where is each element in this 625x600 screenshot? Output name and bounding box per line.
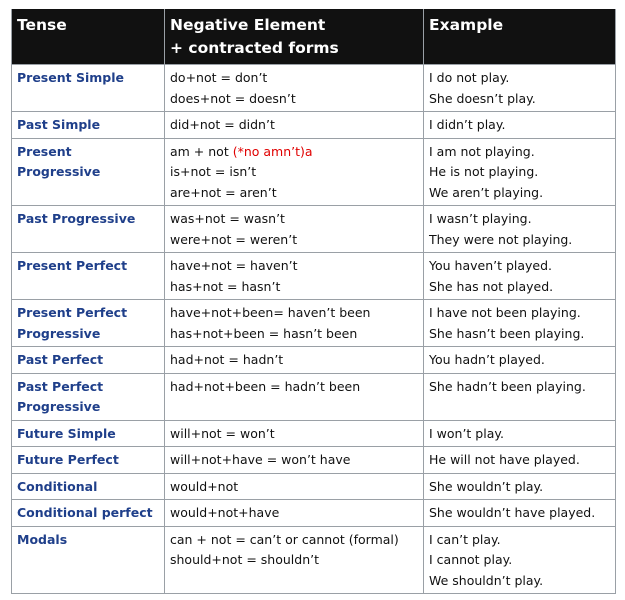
negative-cell: had+not+been = hadn’t been — [165, 373, 424, 420]
negative-cell: would+not+have — [165, 500, 424, 527]
example-cell: You haven’t played. She has not played. — [424, 253, 616, 300]
table-row — [12, 112, 616, 139]
header-example: Example — [424, 9, 616, 65]
example-cell: I won’t play. — [424, 420, 616, 447]
negative-cell: have+not = haven’t has+not = hasn’t — [165, 253, 424, 300]
header-row — [12, 9, 616, 65]
tense-cell: Present Perfect Progressive — [12, 300, 165, 347]
example-cell: I am not playing. He is not playing. We aren’t playing. — [424, 138, 616, 206]
table-row — [12, 473, 616, 500]
tense-cell: Conditional — [12, 473, 165, 500]
tense-cell: Future Simple — [12, 420, 165, 447]
negative-cell: was+not = wasn’t were+not = weren’t — [165, 206, 424, 253]
negative-cell: will+not+have = won’t have — [165, 447, 424, 474]
no-amnt-note: (*no amn’t)a — [232, 143, 313, 159]
table-row — [12, 500, 616, 527]
example-cell: She wouldn’t have played. — [424, 500, 616, 527]
tense-cell: Past Progressive — [12, 206, 165, 253]
tense-cell: Conditional perfect — [12, 500, 165, 527]
table-row — [12, 373, 616, 420]
example-cell: You hadn’t played. — [424, 347, 616, 374]
tense-cell: Past Simple — [12, 112, 165, 139]
negative-cell: can + not = can’t or cannot (formal) should+not = shouldn’t — [165, 526, 424, 594]
negative-cell: did+not = didn’t — [165, 112, 424, 139]
example-cell: I do not play. She doesn’t play. — [424, 65, 616, 112]
example-cell: She hadn’t been playing. — [424, 373, 616, 420]
table-row — [12, 206, 616, 253]
negative-cell: will+not = won’t — [165, 420, 424, 447]
header-tense: Tense — [12, 9, 165, 65]
tense-cell: Past Perfect Progressive — [12, 373, 165, 420]
tense-cell: Present Progressive — [12, 138, 165, 206]
example-cell: I can’t play. I cannot play. We shouldn’t play. — [424, 526, 616, 594]
negative-cell: have+not+been= haven’t been has+not+been = hasn’t been — [165, 300, 424, 347]
negation-table — [11, 9, 616, 594]
example-cell: She wouldn’t play. — [424, 473, 616, 500]
table-row — [12, 65, 616, 112]
negative-cell: do+not = don’t does+not = doesn’t — [165, 65, 424, 112]
negative-cell: am + not (*no amn’t)a is+not = isn’t are+not = aren’t — [165, 138, 424, 206]
tense-cell: Modals — [12, 526, 165, 594]
tense-cell: Past Perfect — [12, 347, 165, 374]
table-row — [12, 138, 616, 206]
table-row — [12, 526, 616, 594]
table-row — [12, 347, 616, 374]
example-cell: I didn’t play. — [424, 112, 616, 139]
example-cell: I wasn’t playing. They were not playing. — [424, 206, 616, 253]
negative-cell: had+not = hadn’t — [165, 347, 424, 374]
header-negative-element: Negative Element + contracted forms — [165, 9, 424, 65]
table-row — [12, 253, 616, 300]
table-row — [12, 300, 616, 347]
tense-cell: Present Simple — [12, 65, 165, 112]
example-cell: I have not been playing. She hasn’t been playing. — [424, 300, 616, 347]
example-cell: He will not have played. — [424, 447, 616, 474]
tense-cell: Future Perfect — [12, 447, 165, 474]
tense-cell: Present Perfect — [12, 253, 165, 300]
negative-cell: would+not — [165, 473, 424, 500]
table-row — [12, 420, 616, 447]
table-row — [12, 447, 616, 474]
